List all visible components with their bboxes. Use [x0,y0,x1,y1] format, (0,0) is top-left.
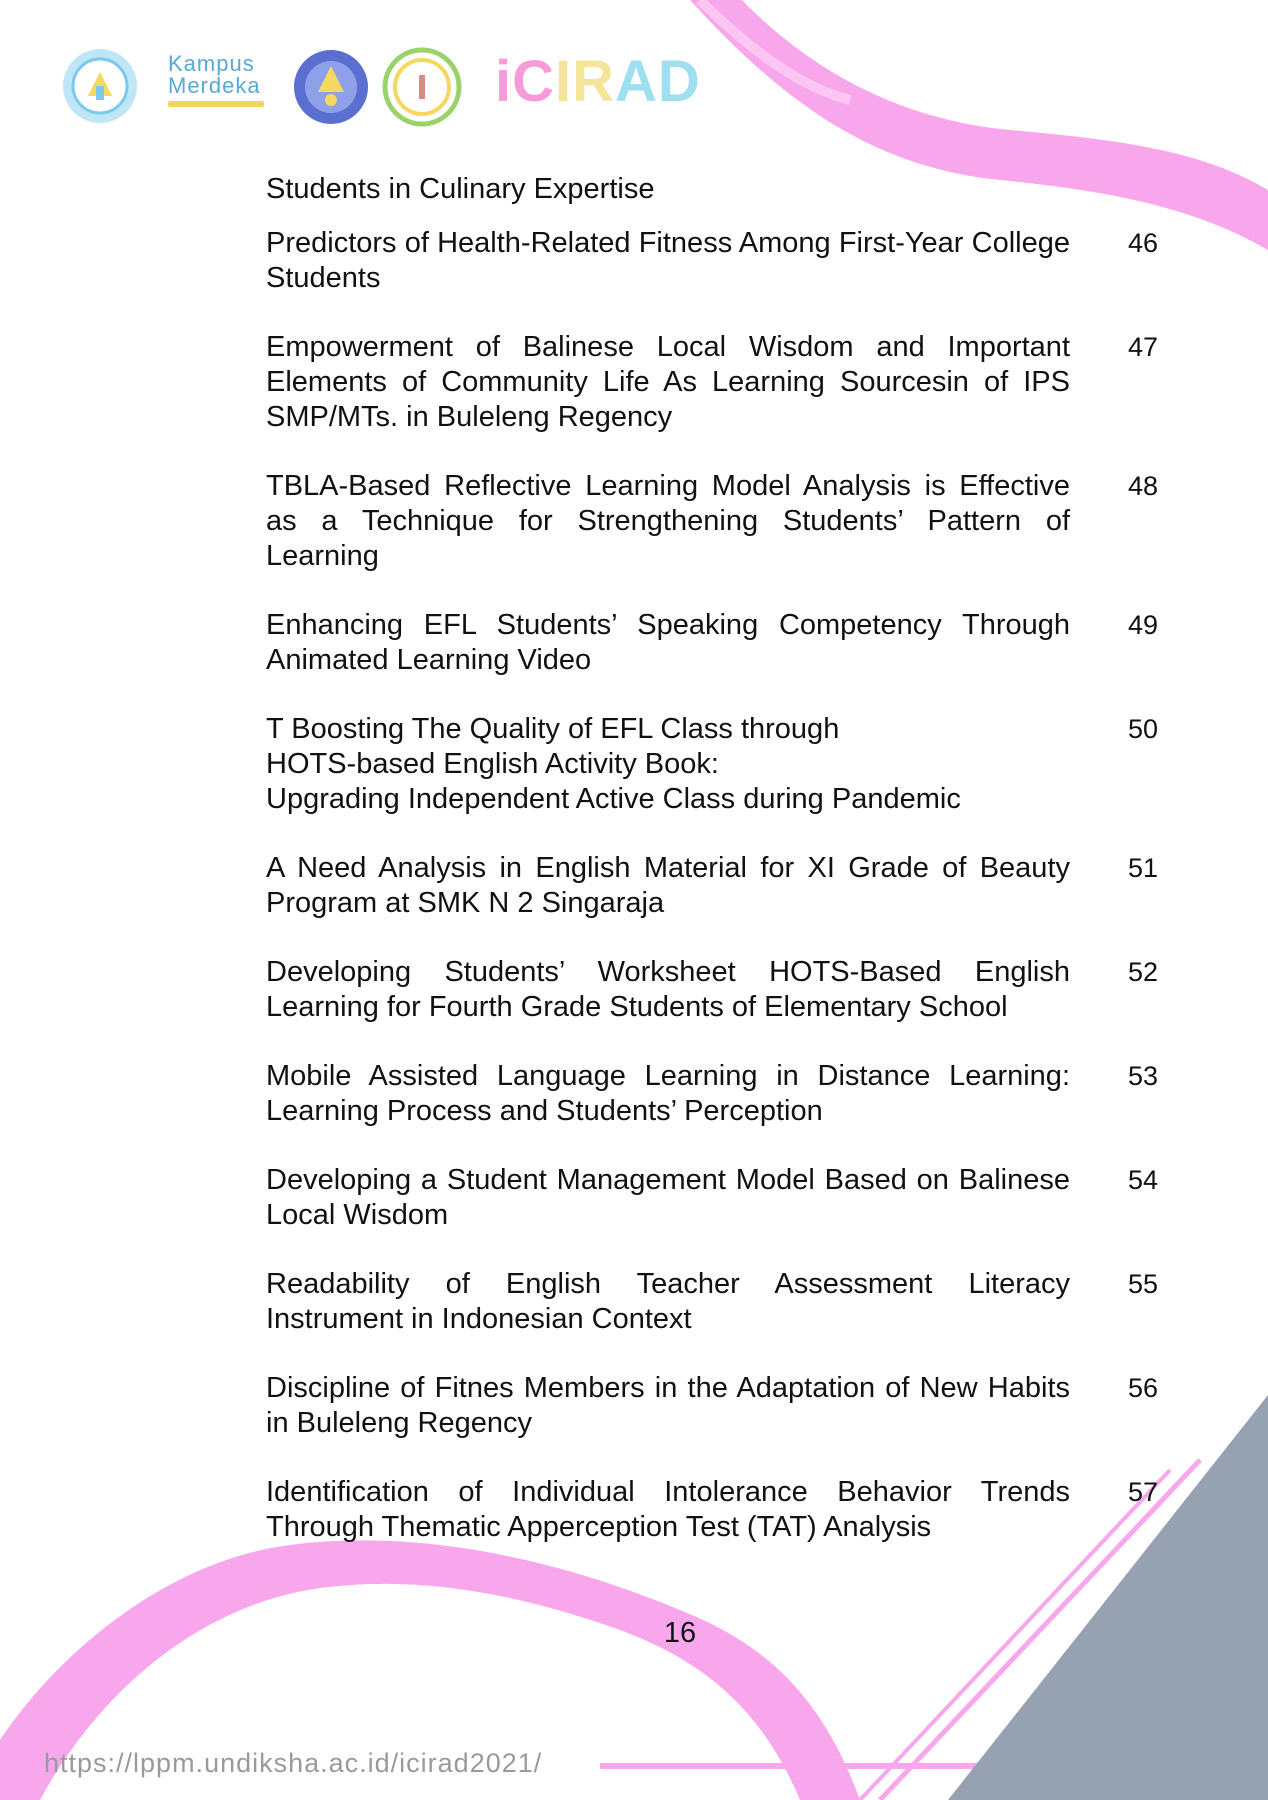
toc-entry-title: Discipline of Fitnes Members in the Adaptation of New Habits in Buleleng Regency [266,1372,1070,1439]
icirad-logo: iCIRAD [495,49,701,114]
toc-entry-title: Identification of Individual Intolerance Behavior Trends Through Thematic Apperception Test (TAT) Analysis [266,1476,1070,1543]
table-of-contents [266,172,1159,1579]
university-seal-logo [292,48,370,126]
toc-entry-page: 47 [1128,332,1159,362]
toc-entry [266,1059,1159,1129]
institute-seal-logo [382,47,462,127]
toc-entry-title: Predictors of Health-Related Fitness Among First-Year College Students [266,227,1070,294]
toc-entry [266,330,1159,435]
toc-entry [266,1475,1159,1545]
toc-entry-page: 55 [1128,1269,1159,1299]
header-logos [60,38,720,128]
toc-entry [266,469,1159,574]
toc-continuation-title: Students in Culinary Expertise [266,173,655,205]
toc-entry [266,955,1159,1025]
toc-entry [266,1267,1159,1337]
toc-entry-title: Readability of English Teacher Assessment Literacy Instrument in Indonesian Context [266,1268,1070,1335]
toc-entry [266,1163,1159,1233]
toc-entry-page: 52 [1128,957,1159,987]
toc-entry-title-line: Upgrading Independent Active Class during Pandemic [266,783,961,815]
toc-entry-title: A Need Analysis in English Material for XI Grade of Beauty Program at SMK N 2 Singaraja [266,852,1070,919]
toc-entry-title: TBLA-Based Reflective Learning Model Analysis is Effective as a Technique for Strengthening Students’ Pattern of Learning [266,470,1070,572]
toc-entry-title: Developing a Student Management Model Based on Balinese Local Wisdom [266,1164,1070,1231]
tut-wuri-handayani-logo [60,46,140,126]
page-number: 16 [663,1617,697,1649]
toc-entry-page: 48 [1128,471,1159,501]
toc-entry-page: 49 [1128,610,1159,640]
toc-entry-title: Mobile Assisted Language Learning in Distance Learning: Learning Process and Students’ Perception [266,1060,1070,1127]
toc-entry-title-line: HOTS-based English Activity Book: [266,748,719,780]
toc-entry-page: 56 [1128,1373,1159,1403]
toc-entry-title: Empowerment of Balinese Local Wisdom and Important Elements of Community Life As Learning Sourcesin of IPS SMP/MTs. in Buleleng Regency [266,331,1070,433]
toc-entry-title: Developing Students’ Worksheet HOTS-Based English Learning for Fourth Grade Students of Elementary School [266,956,1070,1023]
toc-entry-page: 46 [1128,228,1159,258]
toc-entry-page: 57 [1128,1477,1159,1507]
footer-url-link[interactable]: https://lppm.undiksha.ac.id/icirad2021/ [44,1748,543,1778]
toc-entry [266,608,1159,678]
toc-entry-page: 54 [1128,1165,1159,1195]
toc-entry [266,712,1159,817]
toc-entry-page: 50 [1128,714,1159,744]
toc-entry [266,1371,1159,1441]
kampus-merdeka-logo: Kampus Merdeka [168,53,278,107]
toc-entry [266,851,1159,921]
toc-entry-page: 51 [1128,853,1159,883]
toc-entry-title-line: T Boosting The Quality of EFL Class through [266,713,840,745]
toc-entry-title [266,712,1070,817]
toc-entry-title: Enhancing EFL Students’ Speaking Competency Through Animated Learning Video [266,609,1070,676]
toc-entry [266,226,1159,296]
toc-entry-page: 53 [1128,1061,1159,1091]
